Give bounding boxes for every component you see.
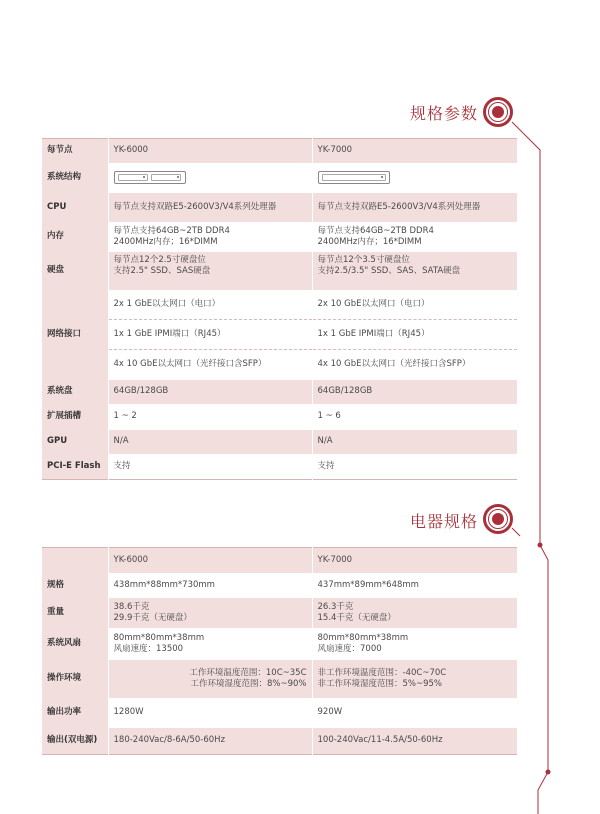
table-row [42,222,517,252]
network-a-1: 2x 1 GbE以太网口（电口） [108,290,312,320]
row-label: CPU [42,193,108,222]
row-label: 输出(双电源) [42,728,108,755]
model-b: YK-7000 [312,139,517,163]
table-row [42,193,517,222]
network-a-3: 4x 10 GbE以太网口（光纤接口含SFP） [108,350,312,380]
chassis-b [312,163,517,193]
row-label: 操作环境 [42,660,108,698]
output-b: 100-240Vac/11-4.5A/50-60Hz [312,728,517,755]
row-label: 硬盘 [42,252,108,290]
row-label: PCI-E Flash [42,454,108,480]
memory-b-line1: 每节点支持64GB~2TB DDR4 [317,225,434,236]
gpu-b: N/A [312,430,517,454]
gpu-a: N/A [108,430,312,454]
table-row [42,660,517,698]
memory-a-line2: 2400MHz内存；16*DIMM [113,236,218,247]
memory-b-line2: 2400MHz内存；16*DIMM [317,236,422,247]
table-row [42,139,517,163]
sysdisk-b: 64GB/128GB [312,380,517,404]
row-label [42,548,108,573]
cpu-a: 每节点支持双路E5-2600V3/V4系列处理器 [108,193,312,222]
chassis-2-node-icon [114,171,186,184]
network-a-2: 1x 1 GbE IPMI端口（RJ45） [108,320,312,350]
row-label: 扩展插槽 [42,404,108,430]
table-row [42,163,517,193]
fan-b-line2: 风扇速度：7000 [317,643,382,654]
chassis-a [108,163,312,193]
cpu-b: 每节点支持双路E5-2600V3/V4系列处理器 [312,193,517,222]
weight-b-line2: 15.4千克（无硬盘） [317,612,396,623]
env-b [312,660,517,698]
fan-b-line1: 80mm*80mm*38mm [317,632,409,643]
table-row [42,350,517,380]
memory-b [312,222,517,252]
weight-b-line1: 26.3千克 [317,601,354,612]
flash-a: 支持 [108,454,312,480]
fan-b [312,628,517,660]
row-label: GPU [42,430,108,454]
row-label: 网络接口 [42,290,108,380]
table-row [42,454,517,480]
row-label: 输出功率 [42,698,108,728]
table-row [42,628,517,660]
power-b: 920W [312,698,517,728]
row-label: 系统盘 [42,380,108,404]
row-label: 系统结构 [42,163,108,193]
memory-a-line1: 每节点支持64GB~2TB DDR4 [113,225,230,236]
disk-a-line1: 每节点12个2.5寸硬盘位 [113,254,206,265]
memory-a [108,222,312,252]
row-label: 规格 [42,573,108,598]
fan-a [108,628,312,660]
target-ring-icon [483,97,513,127]
slots-a: 1 ~ 2 [108,404,312,430]
table-row [42,598,517,628]
table-row [42,404,517,430]
section-title-electrical: 电器规格 [410,512,479,531]
env-a-line2: 工作环境湿度范围：8%~90% [190,678,307,689]
env-a-line1: 工作环境温度范围：10C~35C [189,667,307,678]
row-label: 内存 [42,222,108,252]
table-row [42,573,517,598]
network-b-3: 4x 10 GbE以太网口（光纤接口含SFP） [312,350,517,380]
model-b: YK-7000 [312,548,517,573]
chassis-1-node-icon [318,171,390,184]
weight-a-line1: 38.6千克 [113,601,150,612]
table-row [42,320,517,350]
flash-b: 支持 [312,454,517,480]
table-row [42,698,517,728]
table-row [42,728,517,755]
section-title-specs: 规格参数 [410,104,479,123]
weight-a-line2: 29.9千克（无硬盘） [113,612,192,623]
weight-a [108,598,312,628]
output-a: 180-240Vac/8-6A/50-60Hz [108,728,312,755]
table-row [42,290,517,320]
fan-a-line1: 80mm*80mm*38mm [113,632,205,643]
table-row [42,430,517,454]
slots-b: 1 ~ 6 [312,404,517,430]
electrical-table [42,547,518,755]
disk-b-line1: 每节点12个3.5寸硬盘位 [317,254,410,265]
network-b-1: 2x 10 GbE以太网口（电口） [312,290,517,320]
disk-b-line2: 支持2.5/3.5" SSD、SAS、SATA硬盘 [317,265,461,276]
row-label: 每节点 [42,139,108,163]
table-row [42,548,517,573]
spec-table [42,138,518,480]
disk-b [312,252,517,290]
network-b-2: 1x 1 GbE IPMI端口（RJ45） [312,320,517,350]
env-b-line1: 非工作环境温度范围：-40C~70C [317,667,447,678]
disk-a [108,252,312,290]
table-row [42,380,517,404]
sysdisk-a: 64GB/128GB [108,380,312,404]
fan-a-line2: 风扇速度：13500 [113,643,184,654]
table-row [42,252,517,290]
target-ring-icon [483,504,513,534]
env-b-line2: 非工作环境湿度范围：5%~95% [317,678,443,689]
weight-b [312,598,517,628]
size-b: 437mm*89mm*648mm [312,573,517,598]
disk-a-line2: 支持2.5" SSD、SAS硬盘 [113,265,211,276]
size-a: 438mm*88mm*730mm [108,573,312,598]
model-a: YK-6000 [108,548,312,573]
env-a [108,660,312,698]
row-label: 重量 [42,598,108,628]
power-a: 1280W [108,698,312,728]
row-label: 系统风扇 [42,628,108,660]
model-a: YK-6000 [108,139,312,163]
